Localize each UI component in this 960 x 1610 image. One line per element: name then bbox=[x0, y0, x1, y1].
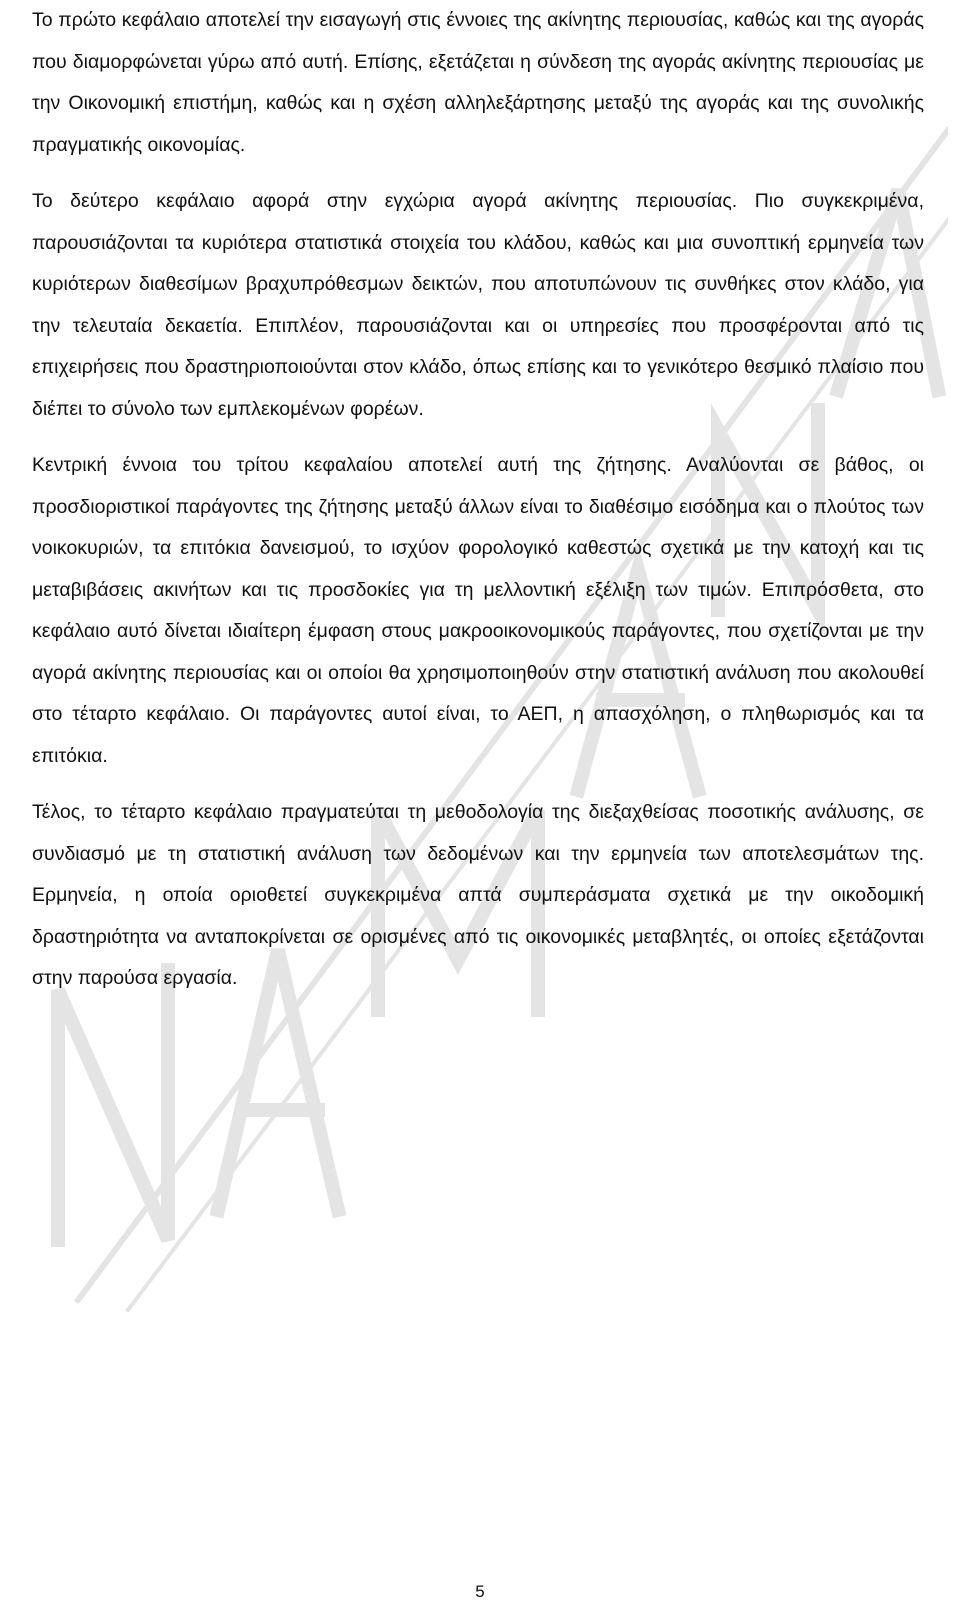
paragraph-2: Το δεύτερο κεφάλαιο αφορά στην εγχώρια αγορά ακίνητης περιουσίας. Πιο συγκεκριμένα, παρουσιάζονται τα κυριότερα στατιστικά στοιχεία του κλάδου, καθώς και μια συνοπτική ερμηνεία των κυριότερων διαθεσίμων βραχυπρόθεσμων δεικτών, που αποτυπώνουν τις συνθήκες στον κλάδο, για την τελευταία δεκαετία. Επιπλέον, παρουσιάζονται και οι υπηρεσίες που προσφέρονται από τις επιχειρήσεις που δραστηριοποιούνται στον κλάδο, όπως επίσης και το γενικότερο θεσμικό πλαίσιο που διέπει το σύνολο των εμπλεκομένων φορέων. bbox=[32, 190, 924, 420]
page-number: 5 bbox=[475, 1582, 485, 1601]
paragraph-3: Κεντρική έννοια του τρίτου κεφαλαίου αποτελεί αυτή της ζήτησης. Αναλύονται σε βάθος, οι προσδιοριστικοί παράγοντες της ζήτησης μεταξύ άλλων είναι το διαθέσιμο εισόδημα και ο πλούτος των νοικοκυριών, τα επιτόκια δανεισμού, το ισχύον φορολογικό καθεστώς σχετικά με την κατοχή και τις μεταβιβάσεις ακινήτων και τις προσδοκίες για τη μελλοντική εξέλιξη των τιμών. Επιπρόσθετα, στο κεφάλαιο αυτό δίνεται ιδιαίτερη έμφαση στους μακροοικονομικούς παράγοντες, που σχετίζονται με την αγορά ακίνητης περιουσίας και οι οποίοι θα χρησιμοποιηθούν στην στατιστική ανάλυση που ακολουθεί στο τέταρτο κεφάλαιο. Οι παράγοντες αυτοί είναι, το ΑΕΠ, η απασχόληση, ο πληθωρισμός και τα επιτόκια. bbox=[32, 454, 924, 767]
paragraph-4: Τέλος, το τέταρτο κεφάλαιο πραγματεύται τη μεθοδολογία της διεξαχθείσας ποσοτικής ανάλυσης, σε συνδιασμό με τη στατιστική ανάλυση των δεδομένων και την ερμηνεία των αποτελεσμάτων της. Ερμηνεία, η οποία οριοθετεί συγκεκριμένα απτά συμπεράσματα σχετικά με την οικοδομική δραστηριότητα να ανταποκρίνεται σε ορισμένες από τις οικονομικές μεταβλητές, οι οποίες εξετάζονται στην παρούσα εργασία. bbox=[32, 801, 924, 989]
document-body bbox=[32, 0, 924, 1000]
paragraph-1: Το πρώτο κεφάλαιο αποτελεί την εισαγωγή στις έννοιες της ακίνητης περιουσίας, καθώς και της αγοράς που διαμορφώνεται γύρω από αυτή. Επίσης, εξετάζεται η σύνδεση της αγοράς ακίνητης περιουσίας με την Οικονομική επιστήμη, καθώς και η σχέση αλληλεξάρτησης μεταξύ της αγοράς και της συνολικής πραγματικής οικονομίας. bbox=[32, 9, 924, 156]
